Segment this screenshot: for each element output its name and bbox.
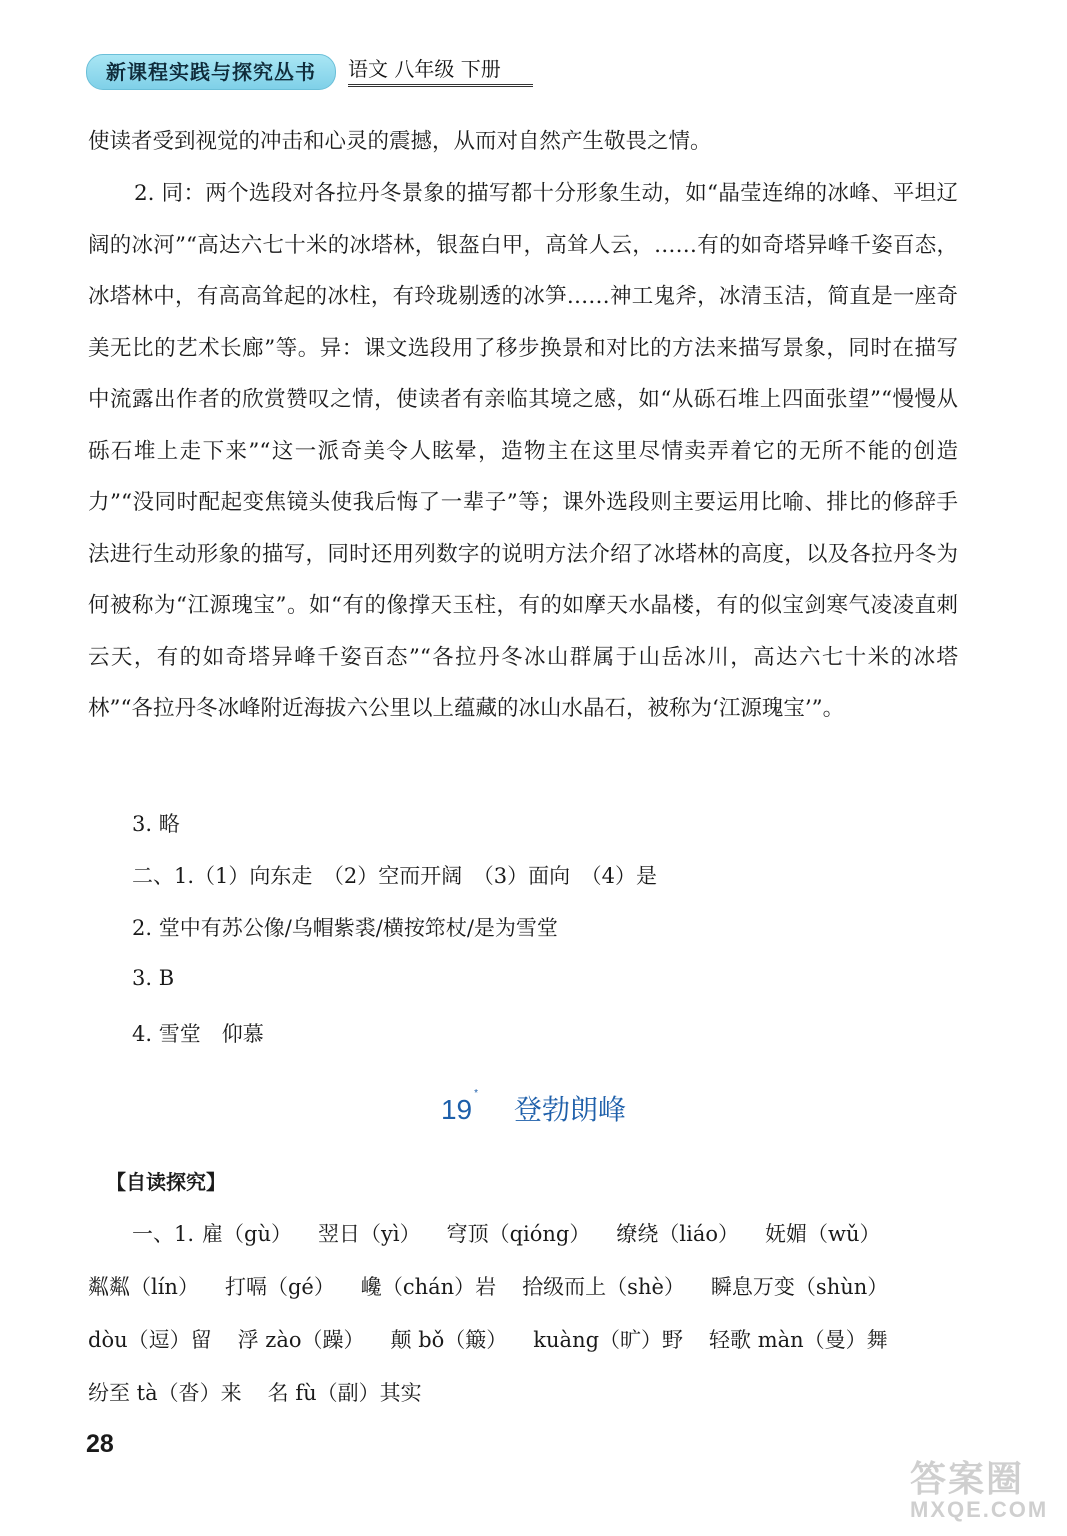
list-item: 粼粼（lín） bbox=[88, 1275, 199, 1299]
answer-line: 3. B bbox=[132, 966, 175, 990]
series-title: 新课程实践与探究丛书 bbox=[86, 54, 336, 90]
list-item: 颠 bǒ（簸） bbox=[390, 1328, 508, 1352]
page-header bbox=[86, 54, 546, 88]
answer-line: 3. 略 bbox=[132, 812, 180, 836]
paragraph-continuation: 使读者受到视觉的冲击和心灵的震撼，从而对自然产生敬畏之情。 bbox=[88, 129, 712, 154]
list-item: 瞬息万变（shùn） bbox=[710, 1275, 889, 1299]
watermark-site: MXQE.COM bbox=[910, 1497, 1049, 1522]
section-title bbox=[0, 1088, 1067, 1128]
answer-line: 2. 堂中有苏公像/乌帽紫裘/横按筇杖/是为雪堂 bbox=[132, 916, 558, 940]
list-item: 妩媚（wǔ） bbox=[765, 1222, 881, 1246]
section-label: 【自读探究】 bbox=[106, 1170, 226, 1194]
watermark-logo: 答案圈 bbox=[910, 1458, 1025, 1499]
list-item: kuàng（旷）野 bbox=[533, 1328, 684, 1352]
list-item: 穹顶（qióng） bbox=[446, 1222, 591, 1246]
list-item: 巉（chán）岩 bbox=[360, 1275, 497, 1299]
list-item: 轻歌 màn（曼）舞 bbox=[709, 1328, 888, 1352]
list-item: dòu（逗）留 bbox=[88, 1328, 212, 1352]
answer-line: 二、1.（1）向东走 （2）空而开阔 （3）面向 （4）是 bbox=[132, 864, 657, 888]
list-item: 浮 zào（躁） bbox=[237, 1328, 365, 1352]
page-number: 28 bbox=[86, 1430, 114, 1458]
vocab-lead: 一、1. bbox=[132, 1222, 195, 1246]
list-item: 翌日（yì） bbox=[318, 1222, 421, 1246]
vocab-list bbox=[88, 1208, 968, 1420]
watermark bbox=[910, 1460, 1050, 1530]
section-marker: * bbox=[474, 1088, 479, 1099]
answer-line: 4. 雪堂 仰慕 bbox=[132, 1022, 264, 1046]
list-item: 纷至 tà（沓）来 bbox=[88, 1381, 242, 1405]
subject-grade: 语文 八年级 下册 bbox=[348, 54, 533, 87]
list-item: 拾级而上（shè） bbox=[522, 1275, 685, 1299]
section-number: 19* bbox=[440, 1088, 479, 1125]
list-item: 打嗝（gé） bbox=[224, 1275, 335, 1299]
list-item: 名 fù（副）其实 bbox=[267, 1381, 422, 1405]
section-name: 登勃朗峰 bbox=[514, 1094, 627, 1125]
list-item: 缭绕（liáo） bbox=[616, 1222, 739, 1246]
list-item: 雇（gù） bbox=[202, 1222, 293, 1246]
paragraph-answer-2: 2. 同：两个选段对各拉丹冬景象的描写都十分形象生动，如“晶莹连绵的冰峰、平坦辽阔的冰河”“高达六七十米的冰塔林，银盔白甲，高耸人云，……有的如奇塔异峰千姿百态，冰塔林中，有高高耸起的冰柱，有玲珑剔透的冰笋……神工鬼斧，冰清玉洁，简直是一座奇美无比的艺术长廊”等。异：课文选段用了移步换景和对比的方法来描写景象，同时在描写中流露出作者的欣赏赞叹之情，使读者有亲临其境之感，如“从砾石堆上四面张望”“慢慢从砾石堆上走下来”“这一派奇美令人眩晕，造物主在这里尽情卖弄着它的无所不能的创造力”“没同时配起变焦镜头使我后悔了一辈子”等；课外选段则主要运用比喻、排比的修辞手法进行生动形象的描写，同时还用列数字的说明方法介绍了冰塔林的高度，以及各拉丹冬为何被称为“江源瑰宝”。如“有的像撑天玉柱，有的如摩天水晶楼，有的似宝剑寒气凌凌直刺云天，有的如奇塔异峰千姿百态”“各拉丹冬冰山群属于山岳冰川，高达六七十米的冰塔林”“各拉丹冬冰峰附近海拔六公里以上蕴藏的冰山水晶石，被称为‘江源瑰宝’”。 bbox=[88, 181, 958, 721]
